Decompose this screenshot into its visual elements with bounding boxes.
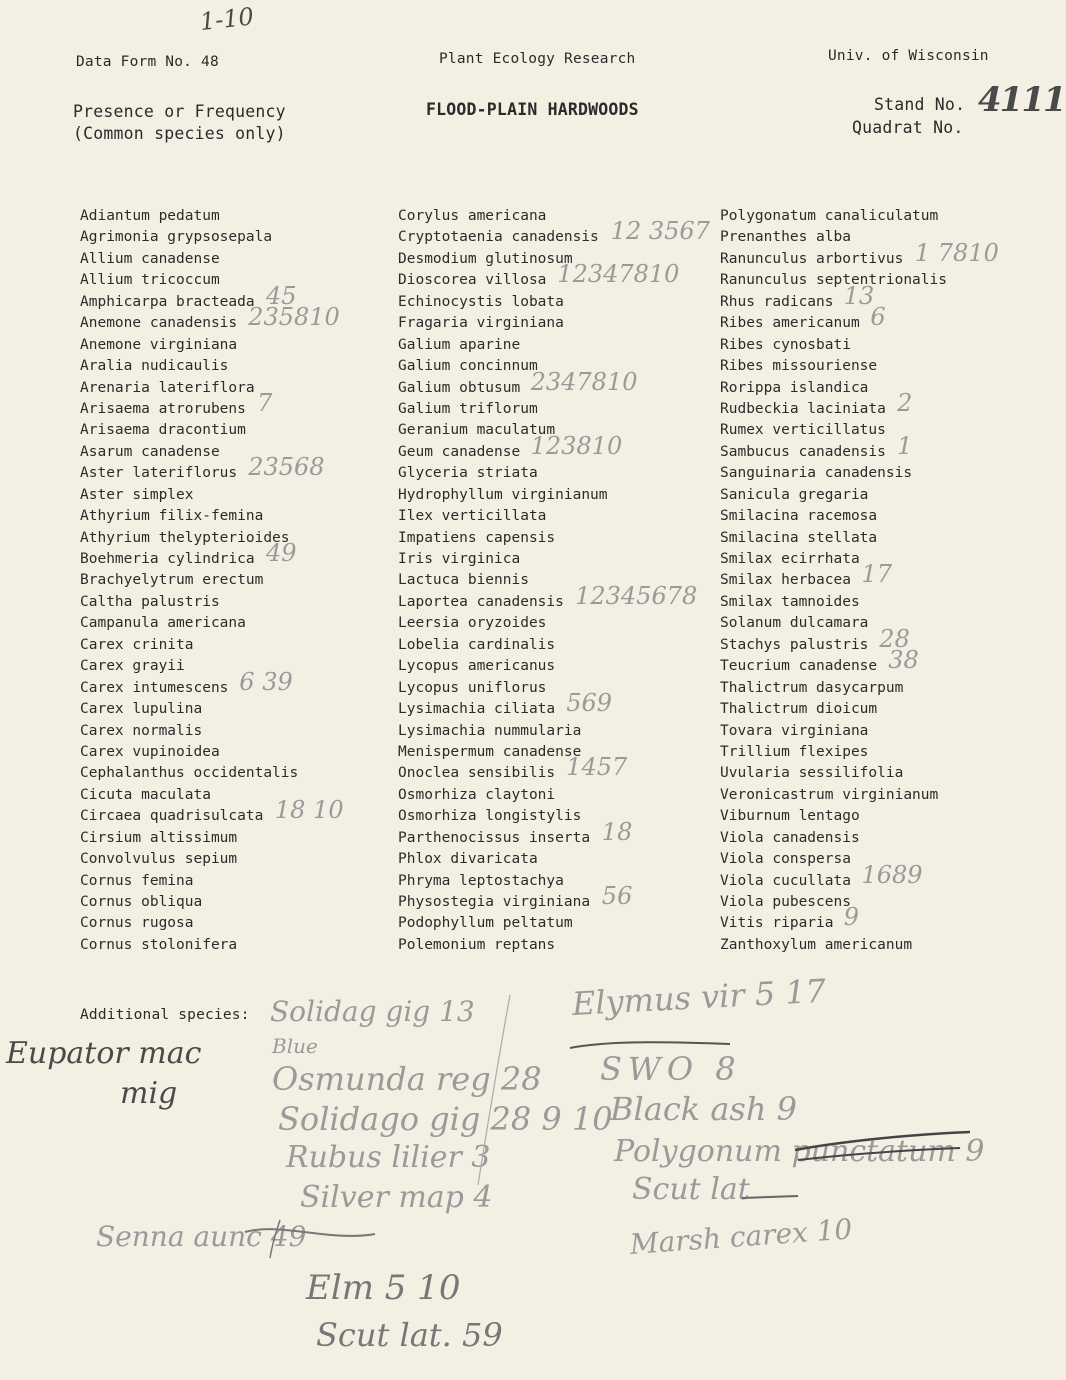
species-row: [720, 420, 947, 441]
species-name: Galium aparine: [398, 336, 521, 353]
species-name: Campanula americana: [80, 615, 246, 632]
species-name: Allium tricoccum: [80, 272, 220, 289]
species-row: [80, 763, 298, 784]
species-name: Phryma leptostachya: [398, 872, 564, 889]
species-name: Rumex verticillatus: [720, 422, 886, 439]
species-row: [720, 378, 947, 399]
species-row: [398, 292, 608, 313]
species-row: [720, 860, 947, 892]
frequency-note: 23568: [248, 453, 325, 482]
species-row: [720, 721, 947, 742]
species-row: [720, 549, 947, 570]
species-row: [398, 581, 698, 613]
species-name: Lysimachia nummularia: [398, 722, 582, 739]
species-name: Tovara virginiana: [720, 722, 869, 739]
handwritten-note: Black ash 9: [610, 1090, 797, 1128]
species-row: [398, 206, 608, 227]
frequency-note: 12 3567: [610, 217, 710, 246]
species-name: Viburnum lentago: [720, 808, 860, 825]
species-name: Parthenocissus inserta: [398, 829, 591, 846]
frequency-note: 18: [601, 817, 633, 846]
species-row: [720, 206, 947, 227]
species-name: Polygonatum canaliculatum: [720, 208, 939, 224]
species-row: [398, 935, 608, 956]
species-name: Glyceria striata: [398, 465, 538, 482]
species-name: Ribes americanum: [720, 315, 860, 332]
species-row: [398, 689, 612, 720]
species-name: Geranium maculatum: [398, 422, 556, 439]
species-row: [80, 892, 298, 913]
species-name: Impatiens capensis: [398, 529, 556, 546]
species-row: [398, 313, 608, 334]
species-name: Prenanthes alba: [720, 229, 851, 246]
species-name: Lycopus americanus: [398, 658, 556, 675]
species-row: [398, 721, 608, 742]
university: Univ. of Wisconsin: [828, 48, 989, 64]
species-name: Cornus stolonifera: [80, 936, 238, 953]
handwritten-note: Solidag gig 13: [270, 995, 475, 1028]
strike-mark: [790, 1120, 980, 1170]
species-name: Viola cucullata: [720, 872, 851, 889]
species-row: [720, 356, 947, 377]
species-row: [398, 399, 608, 420]
species-name: Viola pubescens: [720, 894, 851, 910]
handwritten-note: mig: [120, 1076, 178, 1111]
species-row: [398, 613, 608, 634]
species-row: [720, 785, 947, 806]
species-name: Leersia oryzoides: [398, 615, 547, 632]
species-name: Osmorhiza longistylis: [398, 808, 582, 825]
species-name: Carex intumescens: [80, 679, 229, 696]
species-row: [720, 388, 947, 420]
stand-number-value: 4111: [978, 80, 1065, 120]
species-row: [80, 206, 298, 227]
species-row: [80, 539, 298, 570]
frequency-note: 18 10: [274, 796, 344, 825]
species-row: [720, 227, 947, 248]
species-name: Lobelia cardinalis: [398, 636, 556, 653]
pen-line: [470, 990, 530, 1190]
species-row: [80, 506, 298, 527]
species-name: Smilax ecirrhata: [720, 551, 860, 567]
species-name: Cephalanthus occidentalis: [80, 765, 299, 782]
species-name: Allium canadense: [80, 250, 220, 267]
species-name: Corylus americana: [398, 208, 547, 224]
species-name: Veronicastrum virginianum: [720, 786, 939, 803]
species-name: Thalictrum dioicum: [720, 701, 878, 718]
species-column-3: [720, 206, 999, 956]
species-name: Carex crinita: [80, 636, 194, 653]
species-row: [80, 635, 298, 656]
species-name: Geum canadense: [398, 443, 521, 460]
species-row: [80, 485, 298, 506]
frequency-note: 49: [266, 539, 297, 567]
species-column-2: [398, 206, 710, 956]
species-row: [720, 560, 947, 591]
top-handwritten-note: 1-10: [198, 2, 256, 36]
species-name: Carex lupulina: [80, 701, 203, 718]
species-name: Iris virginica: [398, 551, 521, 567]
species-name: Teucrium canadense: [720, 658, 878, 675]
species-name: Vitis riparia: [720, 915, 834, 932]
species-row: [720, 431, 947, 463]
species-name: Lycopus uniflorus: [398, 679, 547, 696]
species-row: [80, 613, 298, 634]
species-name: Cirsium altissimum: [80, 829, 238, 846]
species-name: Agrimonia grypsosepala: [80, 229, 273, 246]
species-name: Galium triflorum: [398, 400, 538, 417]
species-name: Galium obtusum: [398, 379, 521, 396]
frequency-note: 13: [843, 281, 875, 310]
species-row: [720, 592, 947, 613]
species-name: Ribes missouriense: [720, 358, 878, 375]
species-row: [398, 485, 608, 506]
species-row: [720, 613, 947, 634]
species-name: Circaea quadrisulcata: [80, 808, 264, 825]
species-name: Caltha palustris: [80, 593, 220, 610]
species-name: Cornus rugosa: [80, 915, 194, 932]
species-row: [80, 303, 340, 334]
species-name: Asarum canadense: [80, 443, 220, 460]
species-row: [80, 388, 298, 420]
species-name: Smilax tamnoides: [720, 593, 860, 610]
species-row: [398, 549, 608, 570]
species-name: Osmorhiza claytoni: [398, 786, 556, 803]
frequency-note: 28: [879, 624, 910, 653]
species-row: [720, 806, 947, 827]
species-name: Podophyllum peltatum: [398, 915, 573, 932]
species-row: [720, 903, 947, 934]
species-name: Smilacina stellata: [720, 529, 878, 546]
species-name: Ranunculus septentrionalis: [720, 272, 947, 289]
species-row: [80, 592, 298, 613]
handwritten-note: Solidago gig 28 9 10: [278, 1100, 613, 1138]
species-row: [80, 420, 298, 441]
species-name: Smilax herbacea: [720, 572, 851, 589]
presence-label: Presence or Frequency: [73, 102, 286, 121]
species-name: Uvularia sessilifolia: [720, 765, 904, 782]
common-species-label: (Common species only): [73, 124, 286, 143]
species-row: [80, 227, 298, 248]
species-row: [398, 335, 608, 356]
species-name: Cornus obliqua: [80, 894, 203, 910]
species-name: Menispermum canadense: [398, 743, 582, 760]
species-name: Hydrophyllum virginianum: [398, 486, 608, 503]
strike-mark: [740, 1188, 800, 1208]
species-name: Stachys palustris: [720, 636, 869, 653]
species-name: Galium concinnum: [398, 358, 538, 375]
species-name: Phlox divaricata: [398, 851, 538, 868]
species-row: [720, 485, 947, 506]
handwritten-note: Elm 5 10: [306, 1268, 461, 1308]
species-name: Rorippa islandica: [720, 379, 869, 396]
handwritten-note: Scut lat: [632, 1172, 750, 1207]
handwritten-note: SWO 8: [600, 1050, 742, 1088]
species-name: Lysimachia ciliata: [398, 701, 556, 718]
species-row: [398, 506, 608, 527]
species-row: [80, 935, 298, 956]
species-name: Smilacina racemosa: [720, 508, 878, 525]
species-name: Solanum dulcamara: [720, 615, 869, 632]
species-name: Carex normalis: [80, 722, 203, 739]
species-row: [80, 570, 298, 591]
species-name: Zanthoxylum americanum: [720, 936, 913, 953]
species-name: Aralia nudicaulis: [80, 358, 229, 375]
frequency-note: 2347810: [530, 367, 638, 396]
species-row: [398, 217, 710, 248]
species-row: [720, 699, 947, 720]
form-title: FLOOD-PLAIN HARDWOODS: [426, 100, 639, 119]
species-name: Adiantum pedatum: [80, 208, 220, 224]
strike-mark: [240, 1212, 380, 1262]
species-row: [720, 463, 947, 484]
handwritten-note: Eupator mac: [6, 1036, 202, 1071]
species-name: Convolvulus sepium: [80, 851, 238, 868]
frequency-note: 12345678: [575, 581, 698, 610]
species-row: [398, 871, 608, 892]
species-name: Dioscorea villosa: [398, 272, 547, 289]
species-row: [720, 646, 947, 677]
handwritten-note: Senna aunc 49: [96, 1220, 307, 1253]
species-name: Arenaria lateriflora: [80, 379, 255, 396]
frequency-note: 1457: [566, 753, 628, 782]
species-name: Onoclea sensibilis: [398, 765, 556, 782]
handwritten-note: Marsh carex 10: [628, 1212, 854, 1261]
species-row: [398, 528, 608, 549]
additional-species-label: Additional species:: [80, 1007, 250, 1023]
species-row: [398, 635, 608, 656]
species-row: [80, 913, 298, 934]
frequency-note: 123810: [530, 431, 623, 460]
handwritten-note: Scut lat. 59: [316, 1316, 503, 1354]
species-name: Sanicula gregaria: [720, 486, 869, 503]
quadrat-label: Quadrat No.: [852, 118, 964, 137]
species-name: Carex vupinoidea: [80, 743, 220, 760]
frequency-note: 235810: [248, 303, 340, 332]
species-row: [398, 785, 608, 806]
handwritten-note: Silver map 4: [300, 1180, 493, 1215]
species-name: Ranunculus arbortivus: [720, 250, 904, 267]
species-row: [80, 828, 298, 849]
species-name: Aster lateriflorus: [80, 465, 238, 482]
species-row: [80, 335, 298, 356]
species-row: [398, 656, 608, 677]
species-row: [80, 796, 344, 827]
species-row: [720, 935, 947, 956]
species-name: Rhus radicans: [720, 293, 834, 310]
species-row: [80, 699, 298, 720]
species-row: [80, 453, 325, 484]
species-name: Anemone canadensis: [80, 315, 238, 332]
species-row: [80, 742, 298, 763]
species-name: Viola conspersa: [720, 851, 851, 868]
species-column-1: [80, 206, 344, 956]
frequency-note: 7: [257, 388, 273, 417]
species-row: [720, 742, 947, 763]
species-name: Amphicarpa bracteada: [80, 293, 255, 310]
species-name: Viola canadensis: [720, 829, 860, 846]
species-row: [398, 431, 623, 463]
species-name: Aster simplex: [80, 486, 194, 503]
species-name: Fragaria virginiana: [398, 315, 564, 332]
species-name: Cicuta maculata: [80, 786, 211, 803]
species-row: [720, 281, 947, 313]
frequency-note: 2: [897, 388, 913, 417]
species-row: [720, 678, 947, 699]
species-name: Arisaema atrorubens: [80, 400, 246, 417]
species-name: Thalictrum dasycarpum: [720, 679, 904, 696]
species-row: [720, 528, 947, 549]
species-name: Boehmeria cylindrica: [80, 551, 255, 567]
species-row: [398, 817, 633, 849]
frequency-note: 6: [870, 303, 886, 332]
species-name: Athyrium thelypterioides: [80, 529, 290, 546]
strike-mark: [560, 1020, 740, 1060]
species-name: Echinocystis lobata: [398, 293, 564, 310]
species-row: [720, 828, 947, 849]
handwritten-note: Rubus lilier 3: [286, 1140, 491, 1175]
species-row: [398, 463, 608, 484]
frequency-note: 38: [888, 646, 919, 675]
species-name: Physostegia virginiana: [398, 894, 591, 910]
frequency-note: 6 39: [239, 667, 293, 696]
species-name: Cryptotaenia canadensis: [398, 229, 599, 246]
species-name: Rudbeckia laciniata: [720, 400, 886, 417]
species-row: [398, 753, 628, 784]
species-row: [80, 849, 298, 870]
species-name: Ribes cynosbati: [720, 336, 851, 353]
stand-label: Stand No.: [874, 95, 966, 114]
species-name: Cornus femina: [80, 872, 194, 889]
species-row: [720, 763, 947, 784]
frequency-note: 1689: [861, 860, 923, 889]
species-row: [80, 871, 298, 892]
species-row: [720, 506, 947, 527]
species-row: [720, 892, 947, 913]
species-row: [720, 238, 999, 270]
organization: Plant Ecology Research: [439, 51, 636, 67]
species-row: [398, 260, 680, 291]
species-name: Polemonium reptans: [398, 936, 556, 953]
species-row: [720, 303, 947, 334]
frequency-note: 1 7810: [914, 238, 999, 267]
species-row: [398, 882, 633, 913]
species-row: [80, 785, 298, 806]
frequency-note: 12347810: [557, 260, 680, 289]
species-name: Laportea canadensis: [398, 593, 564, 610]
species-name: Trillium flexipes: [720, 743, 869, 760]
species-row: [398, 849, 608, 870]
species-name: Arisaema dracontium: [80, 422, 246, 439]
handwritten-note: Blue: [272, 1034, 318, 1058]
frequency-note: 17: [861, 560, 893, 589]
species-row: [720, 335, 947, 356]
species-row: [398, 913, 608, 934]
species-row: [80, 356, 298, 377]
species-row: [80, 249, 298, 270]
species-name: Sanguinaria canadensis: [720, 465, 913, 482]
frequency-note: 45: [266, 281, 297, 310]
species-name: Brachyelytrum erectum: [80, 572, 264, 589]
species-name: Athyrium filix-femina: [80, 508, 264, 525]
handwritten-note: Polygonum punctatum 9: [614, 1134, 985, 1169]
species-name: Carex grayii: [80, 658, 185, 675]
species-row: [398, 806, 608, 827]
frequency-note: 569: [566, 689, 612, 718]
species-name: Desmodium glutinosum: [398, 250, 573, 267]
species-row: [720, 270, 947, 291]
frequency-note: 1: [897, 431, 913, 460]
species-name: Sambucus canadensis: [720, 443, 886, 460]
frequency-note: 56: [601, 882, 633, 910]
form-number: Data Form No. 48: [76, 54, 219, 70]
species-row: [398, 367, 638, 399]
species-name: Ilex verticillata: [398, 508, 547, 525]
species-name: Lactuca biennis: [398, 572, 529, 589]
species-row: [80, 667, 298, 699]
handwritten-note: Elymus vir 5 17: [571, 971, 827, 1023]
species-row: [80, 721, 298, 742]
frequency-note: 9: [843, 903, 859, 932]
handwritten-note: Osmunda reg 28: [272, 1060, 542, 1098]
species-name: Anemone virginiana: [80, 336, 238, 353]
